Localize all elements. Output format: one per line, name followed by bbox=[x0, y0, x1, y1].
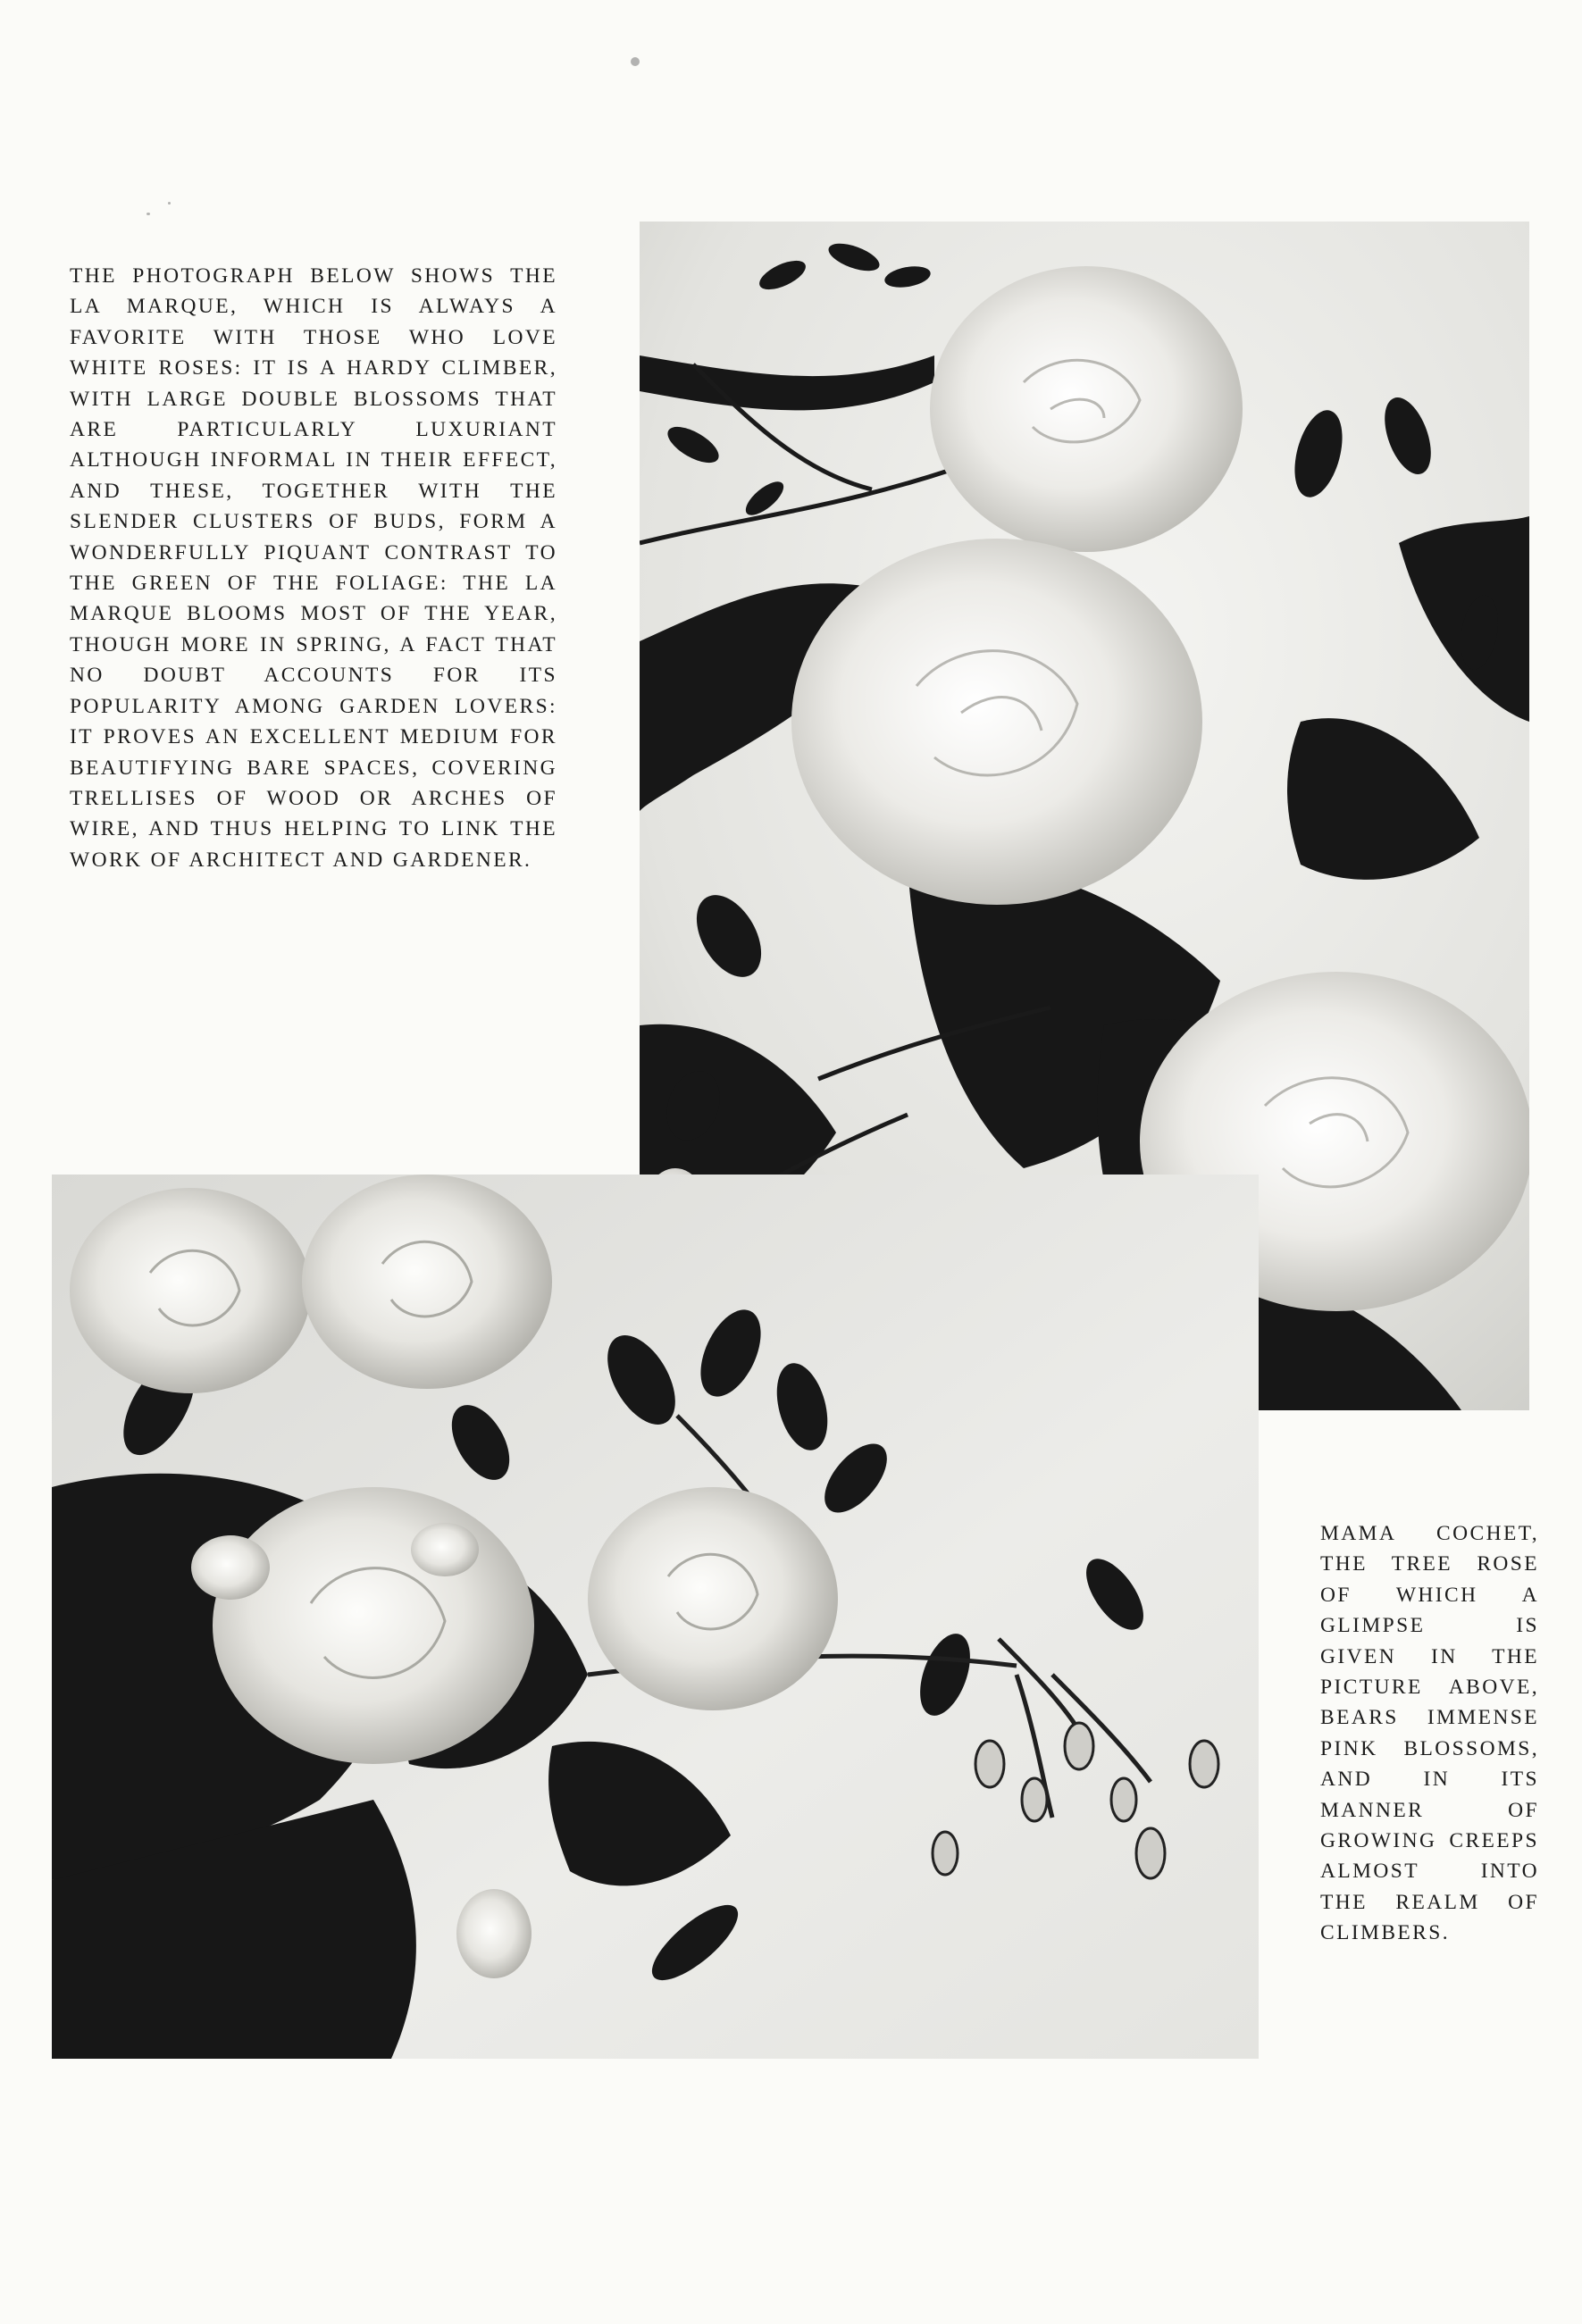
la-marque-caption: THE PHOTOGRAPH BELOW SHOWS THE LA MARQUE, WHICH IS ALWAYS A FAVORITE WITH THOSE WHO LOVE WHITE ROSES: IT IS A HARDY CLIMBER, WITH LARGE DOUBLE BLOSSOMS THAT ARE PARTICULARLY LUXURIANT ALTHOUGH INFORMAL IN THEIR EFFECT, AND THESE, TOGETHER WITH THE SLENDER CLUSTERS OF BUDS, FORM A WONDERFULLY PIQUANT CONTRAST TO THE GREEN OF THE FOLIAGE: THE LA MARQUE BLOOMS MOST OF THE YEAR, THOUGH MORE IN SPRING, A FACT THAT NO DOUBT ACCOUNTS FOR ITS POPULARITY AMONG GARDEN LOVERS: IT PROVES AN EXCELLENT MEDIUM FOR BEAUTIFYING BARE SPACES, COVERING TRELLISES OF WOOD OR ARCHES OF WIRE, AND THUS HELPING TO LINK THE WORK OF ARCHITECT AND GARDENER. bbox=[70, 264, 557, 872]
paper-speck bbox=[146, 213, 150, 215]
mama-cochet-rose-illustration bbox=[52, 1175, 1259, 2059]
paper-speck bbox=[631, 57, 640, 66]
mama-cochet-rose-photo bbox=[52, 1175, 1259, 2059]
mama-cochet-caption: MAMA COCHET, THE TREE ROSE OF WHICH A GLIMPSE IS GIVEN IN THE PICTURE ABOVE, BEARS IMMENSE PINK BLOSSOMS, AND IN ITS MANNER OF GROWING CREEPS ALMOST INTO THE REALM OF CLIMBERS. bbox=[1320, 1522, 1539, 1945]
paper-speck bbox=[168, 202, 171, 205]
